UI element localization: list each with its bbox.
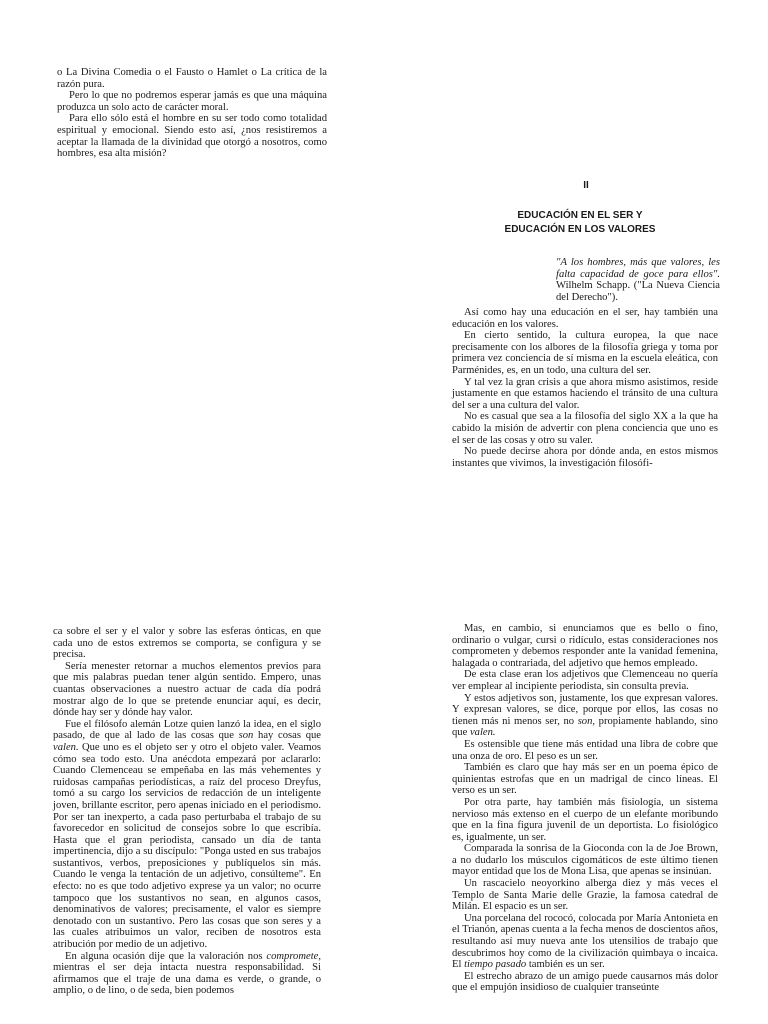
section-title-line-2: EDUCACIÓN EN LOS VALORES bbox=[504, 224, 656, 235]
text-run: Que uno es el objeto ser y otro el objeto valer. Veamos cómo sea todo esto. Una anécdota empezará por aclararlo: Cuando Clemenceau se empeñaba en las más vehementes y ruidosas campañas periodísticas, a raíz del proceso Dreyfus, tomó a su cargo los servicios de redacción de un inteligente joven, brillante escritor, pero apenas iniciado en el periodismo. Por ser tan inexperto, a cada paso perturbaba el trabajo de su favorecedor en solicitud de consejos sobre lo que escribía. Hasta que el gran periodista, cansado un día de tanta impertinencia, dijo a su discípulo: "Ponga usted en sus trabajos sustantivos, verbos, preposiciones y publíquelos sin más. Cuando le venga la tentación de un adjetivo, consúlteme". En efecto: no es que todo adjetivo exprese ya un valor; no ocurre tampoco que los sustantivos no sean, en algunos casos, denominativos de valores; precisamente, el valor es siempre denotado con un sustantivo. Pero las cosas que son seres y a las cuales atribuimos un valor, reciben de nosotros esta atribución por medio de un adjetivo. bbox=[53, 741, 321, 951]
paragraph: o La Divina Comedia o el Fausto o Hamlet o La crítica de la razón pura. bbox=[57, 67, 327, 90]
epigraph bbox=[556, 257, 720, 303]
paragraph: Para ello sólo está el hombre en su ser todo como totalidad espiritual y emocional. Siendo esto así, ¿nos resistiremos a aceptar la llamada de la divinidad que otorgó a nosotros, como hombres, esa alta misión? bbox=[57, 113, 327, 160]
text-run: Y estos adjetivos son, justamente, los que expresan valores. Y expresan valores, se dice, porque por ellos, las cosas no tienen más ni menos ser, no bbox=[452, 692, 718, 727]
bottom-left-column bbox=[53, 626, 321, 997]
emphasis: compromete, bbox=[266, 950, 321, 962]
emphasis: son bbox=[238, 730, 254, 742]
bottom-right-column bbox=[452, 623, 718, 994]
top-right-column bbox=[452, 307, 718, 469]
paragraph: Por otra parte, hay también más fisiología, un sistema nervioso más extenso en el cuerpo de un elefante moribundo que en la fina figura juvenil de un deportista. Lo fisiológico es, igualmente, un ser. bbox=[452, 796, 718, 843]
text-run: En alguna ocasión dije que la valoración nos bbox=[65, 950, 267, 962]
paragraph bbox=[452, 693, 718, 739]
paragraph: Pero lo que no podremos esperar jamás es que una máquina produzca un solo acto de carácter moral. bbox=[57, 90, 327, 113]
paragraph: Un rascacielo neoyorkino alberga diez y más veces el Templo de Santa Marie delle Grazie, la famosa catedral de Milán. El espacio es un ser. bbox=[452, 878, 718, 913]
top-left-column bbox=[57, 67, 327, 160]
text-run: Fue el filósofo alemán Lotze quien lanzó la idea, en el siglo pasado, de que al lado de las cosas que bbox=[53, 718, 321, 742]
paragraph bbox=[452, 913, 718, 971]
paragraph: En cierto sentido, la cultura europea, la que nace precisamente con los albores de la filosofía griega y toma por primera vez conciencia de sí misma en la escuela eleática, con Parménides, es, en un todo, una cultura del ser. bbox=[452, 330, 718, 376]
paragraph: También es claro que hay más ser en un poema épico de quinientas estrofas que en un madrigal de cinco líneas. El verso es un ser. bbox=[452, 762, 718, 797]
paragraph: Es ostensible que tiene más entidad una libra de cobre que una onza de oro. El peso es un ser. bbox=[452, 738, 718, 762]
section-number: II bbox=[583, 180, 589, 191]
text-run: mientras el ser deja intacta nuestra responsabilidad. Si afirmamos que el traje de una dama es verde, o grande, o amplio, o de lino, o de seda, bien podemos bbox=[53, 962, 321, 997]
emphasis: valen. bbox=[53, 741, 79, 753]
emphasis: tiempo pasado bbox=[464, 959, 527, 971]
paragraph: Sería menester retornar a muchos elementos previos para que mis palabras puedan tener algún sentido. Empero, unas cuantas observaciones a nuestro actuar de cada día podrá mostrar algo de lo que se pretende enunciar aquí, es decir, dónde hay ser y dónde hay valor. bbox=[53, 660, 321, 719]
paragraph bbox=[53, 719, 321, 951]
emphasis: valen. bbox=[469, 727, 496, 739]
paragraph: El estrecho abrazo de un amigo puede causarnos más dolor que el empujón insidioso de cualquier transeúnte bbox=[452, 970, 718, 994]
emphasis: son, bbox=[577, 715, 596, 727]
paragraph: ca sobre el ser y el valor y sobre las esferas ónticas, en que cada uno de estos extremos se comporta, se configura y se precisa. bbox=[53, 626, 321, 661]
text-run: propiamente hablando, sino que bbox=[452, 715, 718, 739]
paragraph: Comparada la sonrisa de la Gioconda con la de Joe Brown, a no dudarlo los músculos cigomáticos de este último tienen mayor entidad que los de Mona Lisa, que apenas se insinúan. bbox=[452, 843, 718, 878]
paragraph: Así como hay una educación en el ser, hay también una educación en los valores. bbox=[452, 307, 718, 330]
paragraph: De esta clase eran los adjetivos que Clemenceau no quería ver emplear al incipiente periodista, sin consulta previa. bbox=[452, 669, 718, 692]
paragraph: No es casual que sea a la filosofía del siglo XX a la que ha cabido la misión de advertir con plena conciencia que uno es el ser de las cosas y otro su valer. bbox=[452, 411, 718, 446]
paragraph: No puede decirse ahora por dónde anda, en estos mismos instantes que vivimos, la investigación filosófi- bbox=[452, 446, 718, 469]
section-title bbox=[490, 209, 670, 237]
paragraph: Y tal vez la gran crisis a que ahora mismo asistimos, reside justamente en que estamos haciendo el tránsito de una cultura del ser a una cultura del valor. bbox=[452, 376, 718, 411]
epigraph-source: Wilhelm Schapp. ("La Nueva Ciencia del Derecho"). bbox=[556, 280, 720, 303]
section-title-line-1: EDUCACIÓN EN EL SER Y bbox=[517, 210, 643, 221]
paragraph bbox=[53, 951, 321, 997]
epigraph-quote: "A los hombres, más que valores, les falta capacidad de goce para ellos". bbox=[556, 257, 720, 280]
text-run: hay cosas que bbox=[253, 730, 322, 742]
text-run: Una porcelana del rococó, colocada por María Antonieta en el Trianón, apenas cuenta a la fecha menos de doscientos años, resultando así muy nueva ante los utensilios de trabajo que descubrimos hoy como de la civilización quimbaya o incaica. El bbox=[452, 912, 718, 971]
text-run: también es un ser. bbox=[526, 959, 605, 971]
paragraph: Mas, en cambio, si enunciamos que es bello o fino, ordinario o vulgar, cursi o ridículo, estas consideraciones nos comprometen y debemos responder ante la vanidad femenina, halagada o contrariada, del adjetivo que hemos empleado. bbox=[452, 623, 718, 669]
